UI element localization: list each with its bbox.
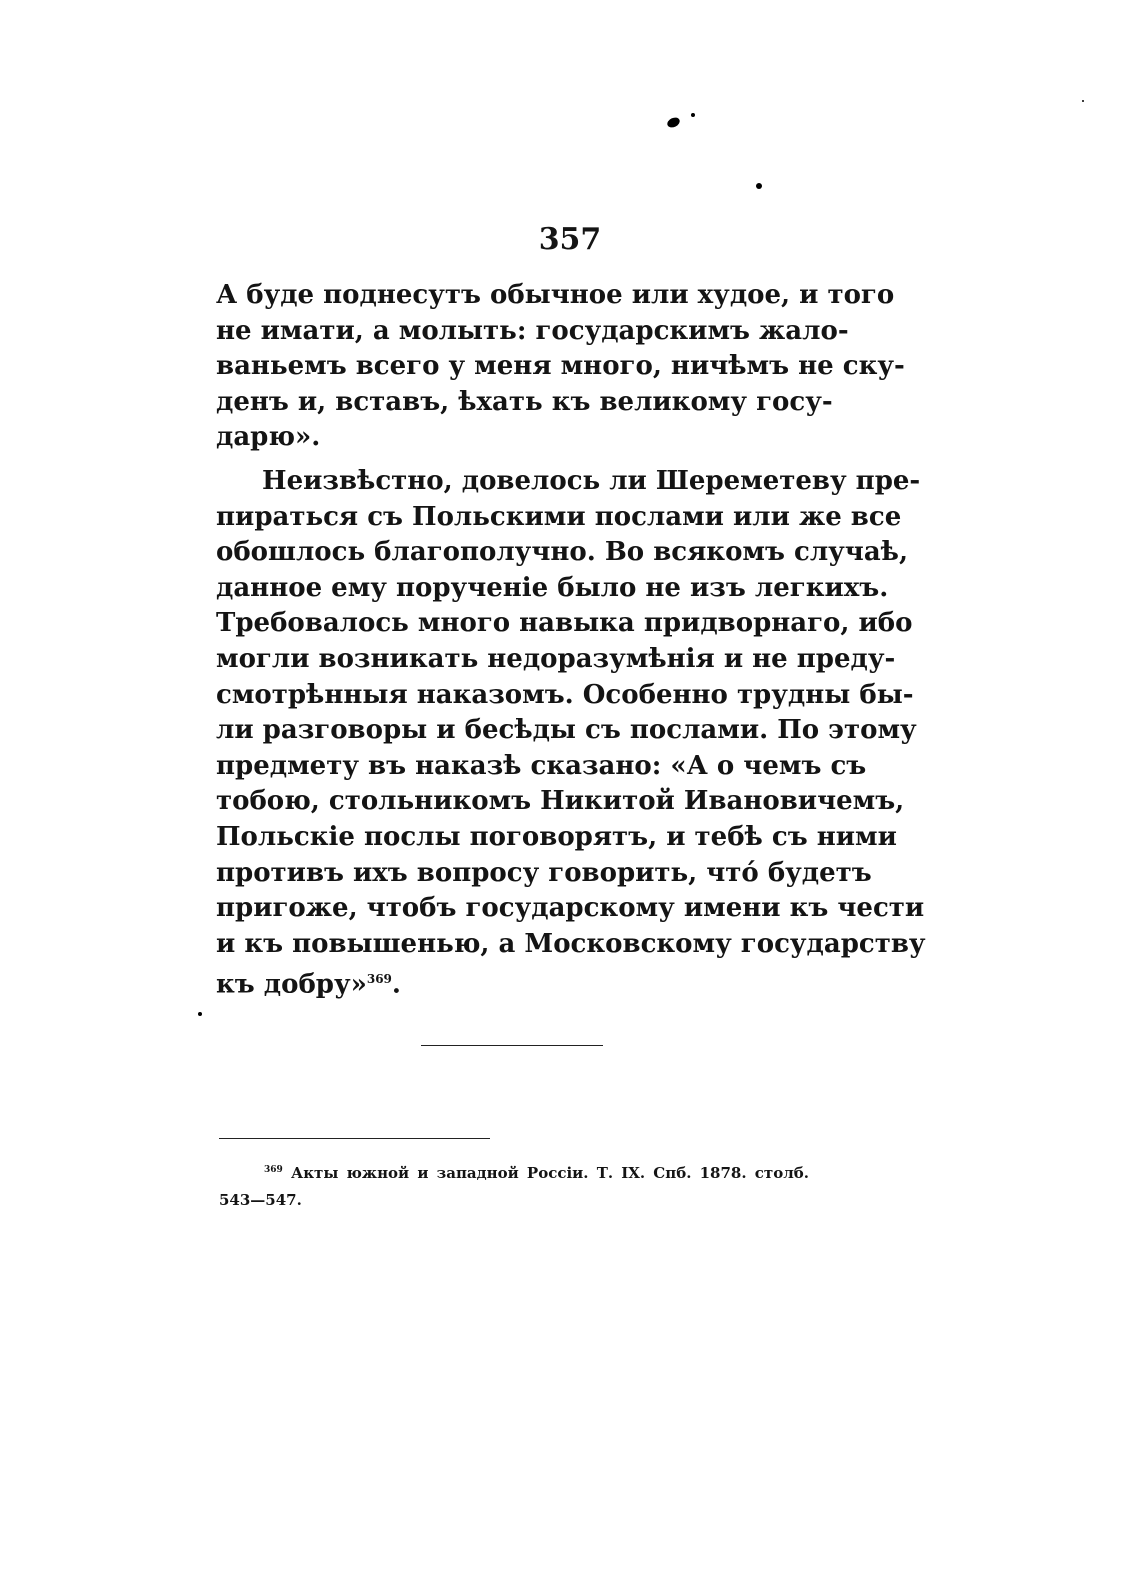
- section-divider: [421, 1045, 603, 1046]
- text-line: пригоже, чтобъ государскому имени къ чести: [216, 893, 925, 924]
- footnote-reference[interactable]: 369: [366, 972, 392, 987]
- text-line: противъ ихъ вопросу говорить, что́ будетъ: [216, 857, 872, 888]
- scan-speck: [666, 116, 682, 130]
- text-line: и къ повышенью, а Московскому государству: [216, 928, 926, 959]
- text-line: ли разговоры и бесѣды съ послами. По этому: [216, 715, 917, 746]
- footnote-line: [219, 1157, 809, 1187]
- scan-speck: [756, 183, 762, 189]
- text-line: Польскіе послы поговорятъ, и тебѣ съ ними: [216, 821, 897, 852]
- footnote-number: 369: [264, 1165, 283, 1175]
- text-line: А буде поднесутъ обычное или худое, и того: [216, 280, 895, 310]
- final-period: .: [391, 969, 401, 1000]
- footnote: [219, 1157, 809, 1214]
- text-line: Неизвѣстно, довелось ли Шереметеву пре-: [262, 465, 921, 496]
- scan-speck: [691, 113, 695, 117]
- scan-speck: [1082, 100, 1084, 102]
- text-line: могли возникать недоразумѣнія и не преду-: [216, 643, 896, 674]
- text-line: пираться съ Польскими послами или же все: [216, 501, 902, 532]
- text-line: не имати, а молыть: государскимъ жало-: [216, 315, 849, 346]
- footnote-rule: [219, 1138, 490, 1139]
- text-line: дарю».: [216, 422, 321, 453]
- footnote-text: Акты южной и западной Россіи. Т. IX. Спб. 1878. столб.: [290, 1164, 809, 1182]
- text-line: Требовалось много навыка придворнаго, ибо: [216, 608, 913, 639]
- text-line: предмету въ наказѣ сказано: «А о чемъ съ: [216, 750, 867, 781]
- text-line: обошлось благополучно. Во всякомъ случаѣ,: [216, 537, 909, 568]
- page-number: 357: [538, 222, 602, 257]
- text-line: тобою, стольникомъ Никитой Ивановичемъ,: [216, 786, 905, 817]
- paragraph-1: [216, 278, 905, 456]
- scan-speck: [198, 1012, 202, 1016]
- text-fragment: къ добру»: [216, 969, 367, 1000]
- text-line: смотрѣнныя наказомъ. Особенно трудны бы-: [216, 679, 914, 710]
- paragraph-2: [216, 464, 926, 1004]
- text-line: данное ему порученіе было не изъ легкихъ.: [216, 572, 889, 603]
- footnote-line: 543—547.: [219, 1191, 302, 1209]
- text-line: денъ и, вставъ, ѣхать къ великому госу-: [216, 386, 833, 417]
- body-text: [216, 278, 926, 1004]
- text-line: ваньемъ всего у меня много, ничѣмъ не ску-: [216, 351, 905, 382]
- text-line-last: [216, 962, 806, 1003]
